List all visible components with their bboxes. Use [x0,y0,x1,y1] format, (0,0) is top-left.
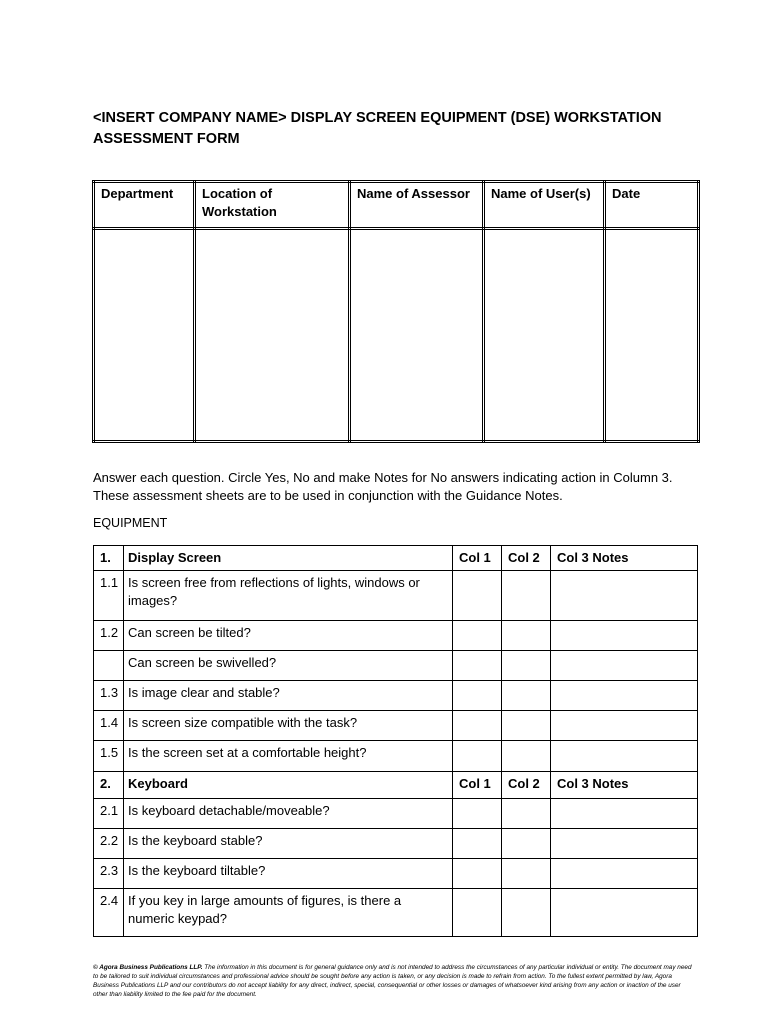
col3-notes-cell[interactable] [551,651,698,681]
question-number: 1.2 [94,621,124,651]
date-field[interactable] [605,229,699,442]
col2-answer-cell[interactable] [502,651,551,681]
col1-header: Col 1 [453,772,502,799]
checklist-row [94,651,698,681]
col2-header: Col 2 [502,772,551,799]
section-title: Keyboard [124,772,453,799]
col1-answer-cell[interactable] [453,889,502,937]
instructions-text: Answer each question. Circle Yes, No and make Notes for No answers indicating action in Column 3. These assessment sheets are to be used in conjunction with the Guidance Notes. [93,470,673,503]
question-text: Is keyboard detachable/moveable? [124,799,453,829]
checklist-row [94,741,698,772]
col2-answer-cell[interactable] [502,741,551,772]
col1-answer-cell[interactable] [453,651,502,681]
section-title: Display Screen [124,546,453,571]
question-number [94,651,124,681]
col1-answer-cell[interactable] [453,621,502,651]
department-header: Department [94,182,195,229]
info-entry-row [94,229,699,442]
question-number: 1.4 [94,711,124,741]
checklist-row [94,829,698,859]
question-number: 1.5 [94,741,124,772]
col1-answer-cell[interactable] [453,741,502,772]
department-field[interactable] [94,229,195,442]
col2-answer-cell[interactable] [502,681,551,711]
col3-notes-cell[interactable] [551,621,698,651]
col2-header: Col 2 [502,546,551,571]
question-text: Is the keyboard tiltable? [124,859,453,889]
section-number: 1. [94,546,124,571]
assessment-info-table [92,180,700,443]
checklist-row [94,889,698,937]
question-text: Is screen free from reflections of lights, windows or images? [124,571,453,621]
col1-answer-cell[interactable] [453,711,502,741]
col3-notes-cell[interactable] [551,799,698,829]
col2-answer-cell[interactable] [502,799,551,829]
col1-header: Col 1 [453,546,502,571]
col3-notes-cell[interactable] [551,859,698,889]
col2-answer-cell[interactable] [502,571,551,621]
col1-answer-cell[interactable] [453,799,502,829]
user-header: Name of User(s) [484,182,605,229]
location-field[interactable] [195,229,350,442]
location-header: Location of Workstation [195,182,350,229]
col1-answer-cell[interactable] [453,829,502,859]
date-header: Date [605,182,699,229]
col2-answer-cell[interactable] [502,621,551,651]
checklist-row [94,859,698,889]
col3-header: Col 3 Notes [551,546,698,571]
checklist-row [94,621,698,651]
question-text: Is screen size compatible with the task? [124,711,453,741]
question-text: If you key in large amounts of figures, is there a numeric keypad? [124,889,453,937]
checklist-row [94,571,698,621]
info-header-row [94,182,699,229]
question-number: 1.1 [94,571,124,621]
question-text: Is the screen set at a comfortable height? [124,741,453,772]
question-text: Can screen be swivelled? [124,651,453,681]
user-field[interactable] [484,229,605,442]
col2-answer-cell[interactable] [502,889,551,937]
footer-owner: © Agora Business Publications LLP. [93,964,203,971]
col2-answer-cell[interactable] [502,711,551,741]
equipment-checklist-table [93,545,698,937]
assessor-header: Name of Assessor [350,182,484,229]
question-number: 1.3 [94,681,124,711]
col3-notes-cell[interactable] [551,571,698,621]
col3-header: Col 3 Notes [551,772,698,799]
checklist-row [94,711,698,741]
question-text: Is the keyboard stable? [124,829,453,859]
col1-answer-cell[interactable] [453,571,502,621]
checklist-row [94,681,698,711]
question-number: 2.3 [94,859,124,889]
document-title: <INSERT COMPANY NAME> DISPLAY SCREEN EQUIPMENT (DSE) WORKSTATION ASSESSMENT FORM [93,110,662,147]
question-number: 2.1 [94,799,124,829]
col1-answer-cell[interactable] [453,859,502,889]
footer-disclaimer: The information in this document is for general guidance only and is not intended to address the circumstances of any particular individual or entity. The document may need to be tailored to suit individual circumstances and professional advice should be sought before any action is taken, or any decision is made to refrain from action. To the fullest extent permitted by law, Agora Business Publications LLP and our contributors do not accept liability for any direct, indirect, special, consequential or other losses or damages of whatsoever kind arising from any action or inaction of the user other than liability limited to the fee paid for the document. [93,964,692,998]
section-header-row [94,546,698,571]
col3-notes-cell[interactable] [551,741,698,772]
col2-answer-cell[interactable] [502,829,551,859]
assessor-field[interactable] [350,229,484,442]
checklist-row [94,799,698,829]
question-text: Is image clear and stable? [124,681,453,711]
col3-notes-cell[interactable] [551,829,698,859]
section-number: 2. [94,772,124,799]
question-number: 2.2 [94,829,124,859]
question-text: Can screen be tilted? [124,621,453,651]
col1-answer-cell[interactable] [453,681,502,711]
col3-notes-cell[interactable] [551,889,698,937]
copyright-footer [93,963,693,999]
section-header-row [94,772,698,799]
equipment-section-label: EQUIPMENT [93,516,168,530]
col2-answer-cell[interactable] [502,859,551,889]
col3-notes-cell[interactable] [551,681,698,711]
col3-notes-cell[interactable] [551,711,698,741]
question-number: 2.4 [94,889,124,937]
